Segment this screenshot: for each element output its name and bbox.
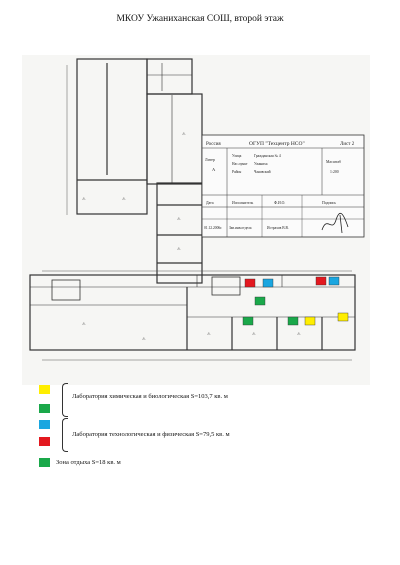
- stamp-sheet: Лист 2: [340, 142, 355, 147]
- stamp-row-label-3: Район: [232, 170, 242, 174]
- svg-text:⚠: ⚠: [142, 336, 146, 341]
- stamp-row-value-2: Ужаниха: [254, 162, 268, 166]
- marker-red-2: [316, 277, 326, 285]
- svg-text:⚠: ⚠: [82, 196, 86, 201]
- stamp-row-label-2: Нас.пункт: [232, 162, 248, 166]
- marker-green-1: [255, 297, 265, 305]
- stamp-sign-header-executor: Исполнитель: [232, 201, 254, 205]
- svg-text:⚠: ⚠: [82, 321, 86, 326]
- legend-swatch-blue: [39, 420, 50, 429]
- svg-text:⚠: ⚠: [177, 246, 181, 251]
- legend-swatch-green-1: [39, 404, 50, 413]
- stamp-scale-label: Масштаб: [326, 160, 341, 164]
- stamp-sign-header-date: Дата: [206, 201, 214, 205]
- stamp-row-value-3: Чановский: [254, 170, 271, 174]
- stamp-litera-label: Литер: [205, 158, 215, 162]
- legend-label-1: Лаборатория химическая и биологическая S=103,7 кв. м: [72, 393, 228, 400]
- stamp-scale-value: 1:200: [330, 170, 339, 174]
- marker-yellow-2: [338, 313, 348, 321]
- title-stamp: [202, 135, 364, 237]
- stamp-sign-header-name: Ф.И.О.: [274, 201, 286, 205]
- legend-brace-2: [62, 418, 68, 452]
- legend-swatch-yellow: [39, 385, 50, 394]
- legend-swatch-green-2: [39, 458, 50, 467]
- marker-blue-1: [263, 279, 273, 287]
- marker-green-2: [243, 317, 253, 325]
- stamp-row-label-1: Улица: [232, 154, 242, 158]
- svg-text:⚠: ⚠: [207, 331, 211, 336]
- marker-yellow-1: [305, 317, 315, 325]
- svg-text:⚠: ⚠: [252, 331, 256, 336]
- stamp-date-value: 01.12.2006г.: [204, 226, 223, 230]
- stamp-name-value: Истрахов В.В.: [267, 226, 289, 230]
- legend-swatch-red: [39, 437, 50, 446]
- legend-brace-1: [62, 383, 68, 417]
- stamp-row-value-1: Гражданская № 4: [254, 154, 281, 158]
- legend-label-3: Зона отдыха S=18 кв. м: [56, 459, 121, 466]
- stamp-role-value: Зав.инв.отдела: [229, 226, 252, 230]
- stamp-litera-value: А: [212, 167, 216, 172]
- marker-green-3: [288, 317, 298, 325]
- stamp-country: Россия: [206, 142, 221, 147]
- document-title: МКОУ Ужаниханская СОШ, второй этаж: [116, 14, 284, 24]
- marker-blue-2: [329, 277, 339, 285]
- stamp-sign-header-signature: Подпись: [322, 201, 336, 205]
- svg-text:⚠: ⚠: [297, 331, 301, 336]
- legend-label-2: Лаборатория технологическая и физическая S=79,5 кв. м: [72, 431, 230, 438]
- svg-text:⚠: ⚠: [122, 196, 126, 201]
- stamp-organization: ОГУП "Техцентр НСО": [249, 141, 305, 147]
- svg-text:⚠: ⚠: [177, 216, 181, 221]
- floor-plan: [22, 55, 370, 385]
- marker-red-1: [245, 279, 255, 287]
- svg-text:⚠: ⚠: [182, 131, 186, 136]
